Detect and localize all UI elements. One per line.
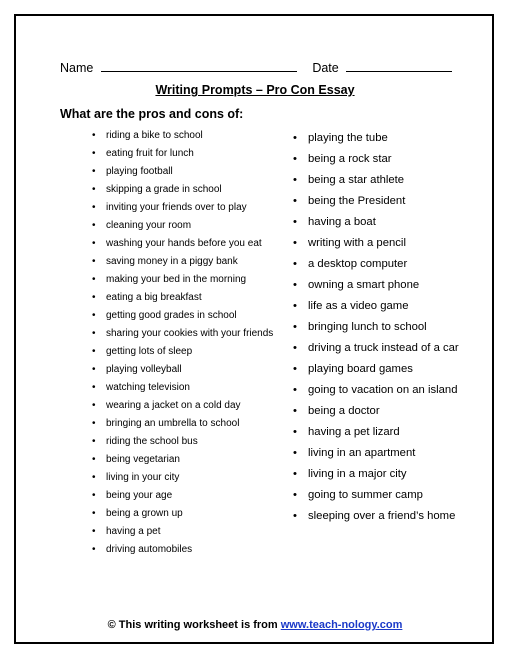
list-item bbox=[293, 485, 463, 506]
bullet-icon: • bbox=[92, 382, 96, 393]
list-item-text: bringing an umbrella to school bbox=[106, 418, 240, 429]
bullet-icon: • bbox=[92, 436, 96, 447]
list-item bbox=[92, 271, 282, 289]
list-item bbox=[293, 170, 463, 191]
bullet-icon: • bbox=[92, 346, 96, 357]
bullet-icon: • bbox=[92, 184, 96, 195]
list-item bbox=[92, 289, 282, 307]
list-item-text: playing football bbox=[106, 166, 173, 177]
list-item bbox=[293, 380, 463, 401]
bullet-icon: • bbox=[293, 384, 297, 396]
list-item-text: riding a bike to school bbox=[106, 130, 203, 141]
list-item bbox=[92, 523, 282, 541]
list-item bbox=[293, 317, 463, 338]
list-item-text: being vegetarian bbox=[106, 454, 180, 465]
list-item bbox=[293, 149, 463, 170]
date-blank bbox=[346, 59, 452, 72]
bullet-icon: • bbox=[293, 468, 297, 480]
list-item bbox=[92, 415, 282, 433]
list-item-text: being a grown up bbox=[106, 508, 183, 519]
list-item bbox=[92, 145, 282, 163]
footer-text: © This writing worksheet is from bbox=[107, 619, 281, 631]
list-item-text: life as a video game bbox=[308, 300, 409, 312]
bullet-icon: • bbox=[92, 472, 96, 483]
bullet-icon: • bbox=[92, 400, 96, 411]
list-item-text: owning a smart phone bbox=[308, 279, 420, 291]
list-item-text: watching television bbox=[106, 382, 190, 393]
bullet-icon: • bbox=[92, 202, 96, 213]
list-item-text: going to summer camp bbox=[308, 489, 423, 501]
list-item-text: wearing a jacket on a cold day bbox=[106, 400, 241, 411]
bullet-icon: • bbox=[92, 454, 96, 465]
list-item-text: making your bed in the morning bbox=[106, 274, 247, 285]
left-prompt-list bbox=[92, 127, 282, 559]
bullet-icon: • bbox=[293, 132, 297, 144]
list-item-text: saving money in a piggy bank bbox=[106, 256, 238, 267]
list-item-text: being the President bbox=[308, 195, 406, 207]
bullet-icon: • bbox=[293, 237, 297, 249]
list-item bbox=[92, 199, 282, 217]
list-item bbox=[92, 505, 282, 523]
list-item bbox=[92, 217, 282, 235]
bullet-icon: • bbox=[92, 544, 96, 555]
bullet-icon: • bbox=[92, 418, 96, 429]
list-item-text: getting good grades in school bbox=[106, 310, 237, 321]
list-item-text: getting lots of sleep bbox=[106, 346, 193, 357]
bullet-icon: • bbox=[92, 364, 96, 375]
list-item bbox=[293, 422, 463, 443]
list-item bbox=[293, 338, 463, 359]
list-item bbox=[92, 487, 282, 505]
bullet-icon: • bbox=[92, 292, 96, 303]
list-item-text: being a star athlete bbox=[308, 174, 405, 186]
bullet-icon: • bbox=[92, 166, 96, 177]
list-item bbox=[293, 254, 463, 275]
list-item-text: inviting your friends over to play bbox=[106, 202, 247, 213]
list-item-text: riding the school bus bbox=[106, 436, 198, 447]
list-item-text: having a pet lizard bbox=[308, 426, 400, 438]
bullet-icon: • bbox=[293, 405, 297, 417]
right-prompt-list bbox=[293, 128, 463, 527]
list-item-text: cleaning your room bbox=[106, 220, 192, 231]
bullet-icon: • bbox=[92, 130, 96, 141]
bullet-icon: • bbox=[293, 279, 297, 291]
bullet-icon: • bbox=[293, 510, 297, 522]
list-item-text: eating a big breakfast bbox=[106, 292, 202, 303]
bullet-icon: • bbox=[293, 363, 297, 375]
list-item-text: skipping a grade in school bbox=[106, 184, 222, 195]
list-item-text: being your age bbox=[106, 490, 173, 501]
list-item-text: having a boat bbox=[308, 216, 376, 228]
list-item bbox=[92, 181, 282, 199]
list-item-text: living in an apartment bbox=[308, 447, 416, 459]
list-item bbox=[92, 469, 282, 487]
list-item bbox=[293, 401, 463, 422]
bullet-icon: • bbox=[92, 274, 96, 285]
list-item-text: driving a truck instead of a car bbox=[308, 342, 459, 354]
bullet-icon: • bbox=[293, 321, 297, 333]
list-item bbox=[92, 127, 282, 145]
worksheet-title: Writing Prompts – Pro Con Essay bbox=[155, 83, 355, 97]
list-item bbox=[92, 433, 282, 451]
list-item bbox=[92, 325, 282, 343]
bullet-icon: • bbox=[92, 508, 96, 519]
list-item-text: a desktop computer bbox=[308, 258, 408, 270]
list-item bbox=[293, 506, 463, 527]
name-date-row bbox=[60, 59, 452, 75]
list-item-text: being a doctor bbox=[308, 405, 380, 417]
bullet-icon: • bbox=[92, 238, 96, 249]
list-item bbox=[293, 212, 463, 233]
name-blank bbox=[101, 59, 297, 72]
list-item-text: being a rock star bbox=[308, 153, 392, 165]
list-item bbox=[293, 233, 463, 254]
list-item bbox=[92, 253, 282, 271]
list-item-text: going to vacation on an island bbox=[308, 384, 458, 396]
bullet-icon: • bbox=[293, 258, 297, 270]
bullet-icon: • bbox=[293, 426, 297, 438]
list-item bbox=[92, 541, 282, 559]
bullet-icon: • bbox=[293, 153, 297, 165]
list-item-text: sharing your cookies with your friends bbox=[106, 328, 274, 339]
list-item bbox=[92, 163, 282, 181]
list-item bbox=[92, 361, 282, 379]
bullet-icon: • bbox=[293, 216, 297, 228]
bullet-icon: • bbox=[92, 220, 96, 231]
list-item-text: living in your city bbox=[106, 472, 180, 483]
bullet-icon: • bbox=[293, 342, 297, 354]
bullet-icon: • bbox=[92, 310, 96, 321]
footer-link[interactable]: www.teach-nology.com bbox=[280, 619, 403, 631]
list-item bbox=[293, 443, 463, 464]
list-item bbox=[293, 464, 463, 485]
bullet-icon: • bbox=[92, 490, 96, 501]
bullet-icon: • bbox=[92, 328, 96, 339]
prompt-question: What are the pros and cons of: bbox=[60, 107, 244, 121]
bullet-icon: • bbox=[92, 526, 96, 537]
bullet-icon: • bbox=[293, 174, 297, 186]
list-item-text: writing with a pencil bbox=[308, 237, 406, 249]
list-item-text: playing the tube bbox=[308, 132, 388, 144]
list-item bbox=[293, 128, 463, 149]
list-item bbox=[293, 191, 463, 212]
list-item bbox=[92, 379, 282, 397]
list-item-text: bringing lunch to school bbox=[308, 321, 427, 333]
bullet-icon: • bbox=[92, 148, 96, 159]
list-item bbox=[293, 296, 463, 317]
footer-credit bbox=[0, 619, 510, 631]
list-item bbox=[92, 397, 282, 415]
list-item-text: washing your hands before you eat bbox=[106, 238, 262, 249]
list-item bbox=[92, 307, 282, 325]
list-item bbox=[92, 235, 282, 253]
bullet-icon: • bbox=[293, 447, 297, 459]
bullet-icon: • bbox=[293, 300, 297, 312]
list-item bbox=[293, 275, 463, 296]
name-label: Name bbox=[60, 61, 94, 75]
list-item bbox=[92, 343, 282, 361]
list-item-text: playing board games bbox=[308, 363, 413, 375]
list-item-text: sleeping over a friend’s home bbox=[308, 510, 456, 522]
list-item-text: having a pet bbox=[106, 526, 161, 537]
list-item-text: playing volleyball bbox=[106, 364, 182, 375]
bullet-icon: • bbox=[92, 256, 96, 267]
list-item-text: eating fruit for lunch bbox=[106, 148, 194, 159]
list-item-text: living in a major city bbox=[308, 468, 407, 480]
bullet-icon: • bbox=[293, 489, 297, 501]
bullet-icon: • bbox=[293, 195, 297, 207]
list-item bbox=[293, 359, 463, 380]
list-item bbox=[92, 451, 282, 469]
date-label: Date bbox=[312, 61, 339, 75]
list-item-text: driving automobiles bbox=[106, 544, 193, 555]
